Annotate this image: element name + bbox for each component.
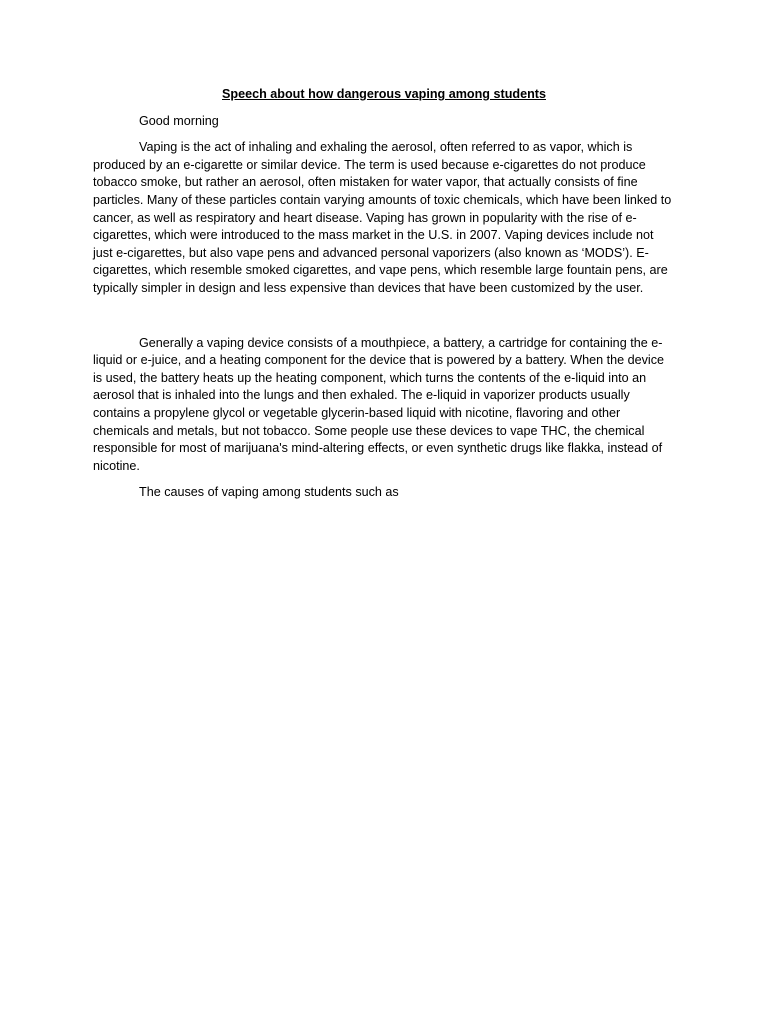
paragraph-causes: The causes of vaping among students such as [139, 485, 399, 500]
greeting-line: Good morning [139, 113, 219, 128]
document-body [93, 86, 675, 511]
paragraph-vaping-device: Generally a vaping device consists of a mouthpiece, a battery, a cartridge for containing the e-liquid or e-juice, and a heating component for the device that is powered by a battery. When the device is used, the battery heats up the heating component, which turns the contents of the e-liquid into an aerosol that is inhaled into the lungs and then exhaled. The e-liquid in vaporizer products usually contains a propylene glycol or vegetable glycerin-based liquid with nicotine, flavoring and other chemicals and metals, but not tobacco. Some people use these devices to vape THC, the chemical responsible for most of marijuana's mind-altering effects, or even synthetic drugs like flakka, instead of nicotine. [93, 335, 665, 473]
paragraph-vaping-definition: Vaping is the act of inhaling and exhaling the aerosol, often referred to as vapor, which is produced by an e-cigarette or similar device. The term is used because e-cigarettes do not produce tobacco smoke, but rather an aerosol, often mistaken for water vapor, that actually consists of fine particles. Many of these particles contain varying amounts of toxic chemicals, which have been linked to cancer, as well as respiratory and heart disease. Vaping has grown in popularity with the rise of e-cigarettes, which were introduced to the mass market in the U.S. in 2007. Vaping devices include not just e-cigarettes, but also vape pens and advanced personal vaporizers (also known as ‘MODS’). E-cigarettes, which resemble smoked cigarettes, and vape pens, which resemble large fountain pens, are typically simpler in design and less expensive than devices that have been customized by the user. [93, 140, 672, 295]
document-title: Speech about how dangerous vaping among students [222, 87, 546, 101]
blank-line [93, 307, 675, 335]
